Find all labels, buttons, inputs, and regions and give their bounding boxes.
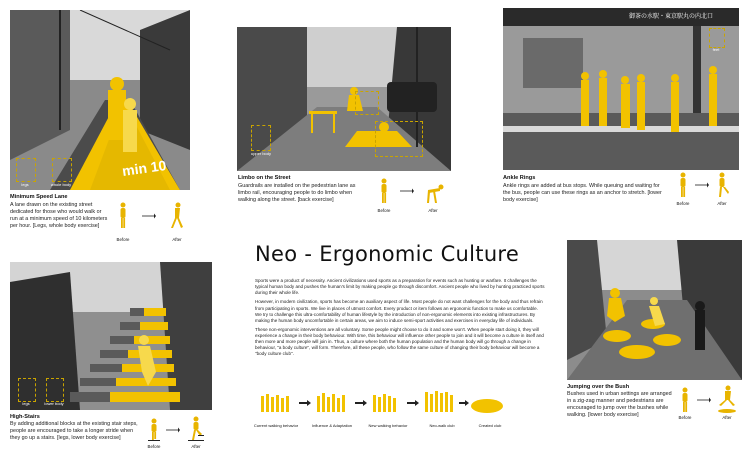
essay-paragraph: Sports were a product of necessity. Ancient civilizations used sports as a preparation for events such as hunting or warfare. It challenges the typical human body and pushes the human's limit by making people go through discomfort. Ancient people who lived by hunting practiced sports during their whole life. — [255, 278, 545, 296]
legend-label-legs: legs — [21, 182, 29, 187]
min-speed-after-figure — [170, 202, 184, 230]
page-title: Neo - Ergonomic Culture — [255, 242, 520, 266]
min-speed-after-label: After — [172, 237, 182, 242]
legend-box-whole-body — [52, 158, 72, 182]
limbo-before-label: Before — [377, 208, 391, 213]
arrow-icon — [697, 397, 711, 403]
legend-label-whole-body: whole body — [50, 182, 72, 187]
legend-label-legs: legs — [22, 401, 30, 406]
limbo-after-label: After — [428, 208, 438, 213]
stairs-photo — [10, 262, 212, 410]
bush-text: Bushes used in urban settings are arranged in a zig-zag manner and pedestrians are encouraged to jump over the bushes while walking. [lower body exercise] — [567, 391, 672, 418]
essay-paragraph: These non-ergonomic interventions are all voluntary. Some people might choose to do it and some won't. When people start doing it, they will experience a change in their body behaviour. With time, this behaviour will influence other people to join and it will become a culture in itself and then more and more people will join in. Thus, a culture where both the human population and the human body will go through a change in behaviour, "a body culture", will form. Therefore, all these people, who follow the same culture of changing their body behaviour will become a "body culture club". — [255, 326, 544, 357]
bus-stop-sign: 御茶の水駅・東京駅丸の内北口 — [629, 13, 714, 20]
ankle-before-label: Before — [676, 201, 690, 206]
stairs-title: High-Stairs — [10, 414, 40, 420]
legend-box-legs — [18, 378, 36, 402]
limbo-before-figure — [378, 178, 390, 204]
evolution-label: Neo-walk club — [429, 423, 455, 428]
evolution-label: Created club — [478, 423, 502, 428]
bush-photo — [567, 240, 742, 380]
ankle-title: Ankle Rings — [503, 175, 536, 181]
arrow-icon — [142, 213, 156, 219]
stairs-after-figure — [188, 416, 204, 442]
limbo-title: Limbo on the Street — [238, 175, 291, 181]
min-speed-before-label: Before — [116, 237, 130, 242]
legend-box-upper-body — [251, 125, 271, 151]
min-speed-text: A lane drawn on the existing street dedicated for those who would walk or run at a minimum speed of 10 kilometers per hour. [Legs, whole body exercise] — [10, 202, 108, 229]
arrow-icon — [400, 188, 414, 194]
legend-label-lower-body: lower body — [44, 401, 64, 406]
essay-paragraph: However, in modern civilization, sports has become an auxiliary aspect of life. Most people do not want challenges for the body and thus refrain from participating in sports. We live in places of utmost comfort. Every product or item follows an ergonomic function to make us comfortable. We try to challenge this ultra-comfortability of human lifestyle by the introduction of non-ergonomic elements into existing infrastructures. By making the human body uncomfortable in certain areas, we aim to induce semi-sport activities and exercises in everyday life of individuals. — [255, 299, 543, 323]
legend-box-legs — [16, 158, 36, 182]
limbo-after-figure — [424, 180, 446, 204]
limbo-text: Guardrails are installed on the pedestrian lane as limbo rail, encouraging people to do limbo when walking along the street. [back exercise] — [238, 183, 356, 203]
ankle-photo — [503, 8, 739, 170]
bush-after-figure — [716, 385, 738, 413]
essay — [255, 278, 545, 361]
arrow-icon — [695, 182, 709, 188]
road-marking: min 10 — [121, 156, 168, 180]
bush-title: Jumping over the Bush — [567, 384, 630, 390]
stairs-after-label: After — [191, 444, 201, 449]
ankle-text: Ankle rings are added at bus stops. While queuing and waiting for the bus, people can use these rings as an anchor to stretch. [lower body exercise] — [503, 183, 662, 203]
legend-label-feet: feet — [712, 47, 720, 52]
limbo-highlight-box — [355, 91, 379, 115]
evolution-label: Influence & Adaptation — [311, 423, 353, 428]
legend-box-feet — [709, 28, 725, 48]
ankle-before-figure — [677, 172, 689, 198]
evolution-diagram — [255, 386, 505, 420]
ankle-after-label: After — [717, 201, 727, 206]
arrow-icon — [166, 427, 180, 433]
stairs-text: By adding additional blocks at the existing stair steps, people are encouraged to take a longer stride when they go up a stairs. [legs, lower body exercise] — [10, 421, 138, 441]
evolution-label: Current walking behavior — [253, 423, 299, 428]
limbo-highlight-box — [375, 121, 423, 157]
legend-box-lower-body — [46, 378, 64, 402]
stairs-before-figure — [147, 418, 161, 442]
legend-label-upper-body: upper body — [250, 151, 271, 156]
stairs-before-label: Before — [147, 444, 161, 449]
min-speed-photo — [10, 10, 190, 190]
bush-before-label: Before — [678, 415, 692, 420]
ankle-after-figure — [716, 172, 730, 198]
bush-after-label: After — [722, 415, 732, 420]
evolution-label: New walking behavior — [368, 423, 408, 428]
limbo-photo — [237, 27, 451, 171]
min-speed-before-figure — [117, 202, 129, 230]
bush-before-figure — [678, 387, 692, 413]
min-speed-title: Minimum Speed Lane — [10, 194, 68, 200]
